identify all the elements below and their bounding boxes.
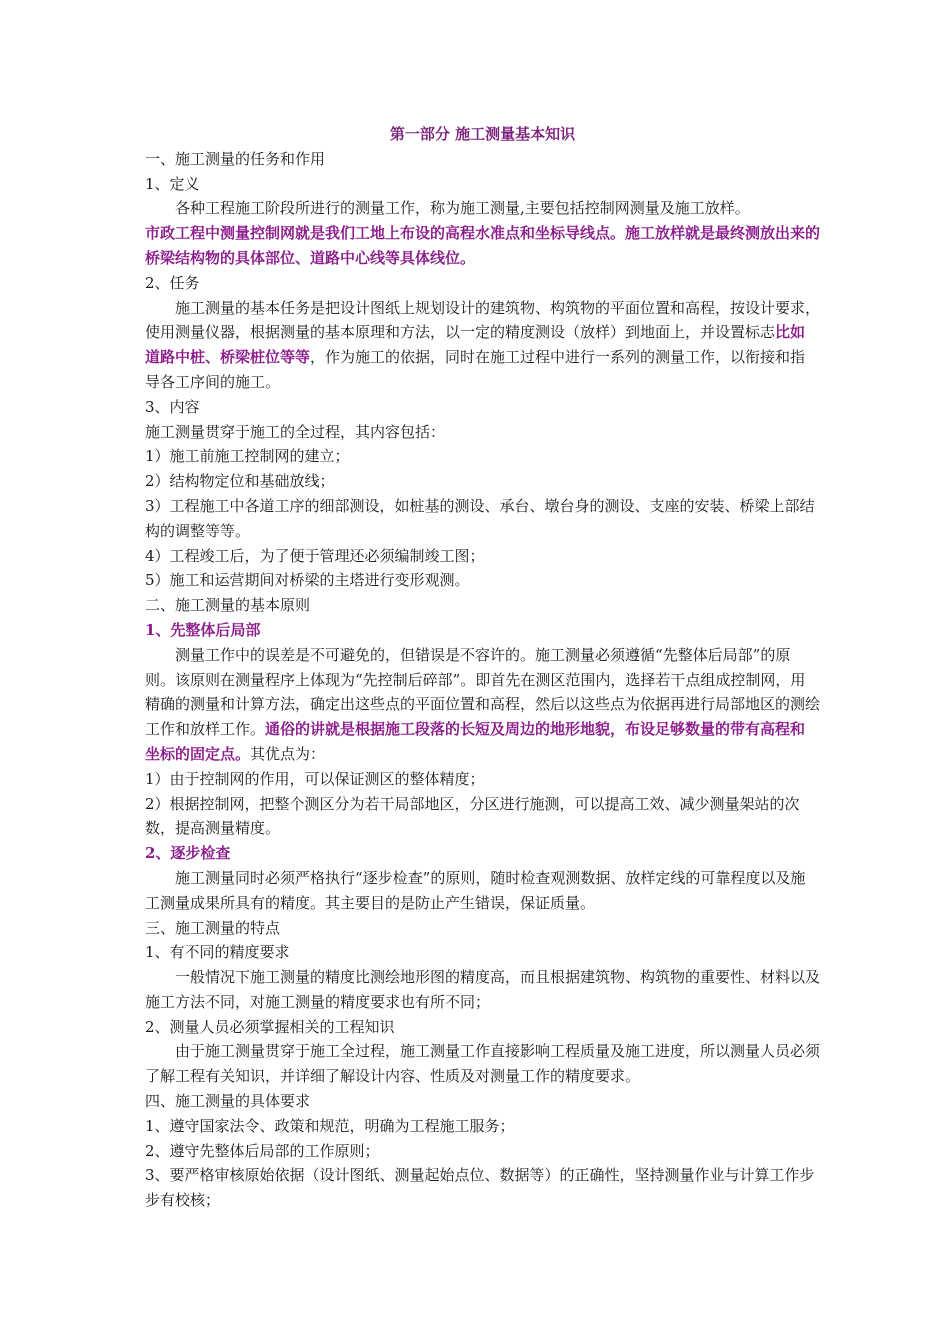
- principle-1-item: 1）由于控制网的作用，可以保证测区的整体精度；: [145, 769, 485, 788]
- content-heading: 3、内容: [145, 397, 200, 416]
- requirement-item: 1、遵守国家法令、政策和规范，明确为工程施工服务；: [145, 1116, 515, 1135]
- section-4-heading: 四、施工测量的具体要求: [145, 1092, 311, 1111]
- feature-1-paragraph: 一般情况下施工测量的精度比测绘地形图的精度高，而且根据建筑物、构筑物的重要性、材料以及施工方法不同，对施工测量的精度要求也有所不同；: [145, 968, 821, 1011]
- document-body: [145, 122, 820, 1213]
- task-heading: 2、任务: [145, 273, 200, 292]
- task-highlight: 比如道路中桩、桥梁桩位等等: [145, 323, 806, 367]
- principle-1-heading: 1、先整体后局部: [145, 620, 261, 639]
- principle-1-highlight: 通俗的讲就是根据施工段落的长短及周边的地形地貌，布设足够数量的带有高程和坐标的固定点。: [145, 720, 806, 763]
- requirement-item: 3、要严格审核原始依据（设计图纸、测量起始点位、数据等）的正确性，坚持测量作业与计算工作步步有校核；: [145, 1166, 815, 1210]
- content-item: 2）结构物定位和基础放线；: [145, 472, 335, 491]
- content-intro: 施工测量贯穿于施工的全过程，其内容包括：: [145, 422, 446, 441]
- section-3-heading: 三、施工测量的特点: [145, 918, 281, 937]
- principle-2-paragraph: 施工测量同时必须严格执行“逐步检查”的原则，随时检查观测数据、放样定线的可靠程度以及施工测量成果所具有的精度。其主要目的是防止产生错误，保证质量。: [145, 868, 806, 912]
- principle-1-item: 2）根据控制网，把整个测区分为若干局部地区，分区进行施测，可以提高工效、减少测量架站的次数，提高测量精度。: [145, 794, 800, 838]
- principle-1-text-b: 其优点为：: [250, 744, 326, 763]
- section-1-heading: 一、施工测量的任务和作用: [145, 149, 326, 168]
- feature-1-heading: 1、有不同的精度要求: [145, 943, 290, 962]
- feature-2-heading: 2、测量人员必须掌握相关的工程知识: [145, 1017, 395, 1036]
- principle-2-heading: 2、逐步检查: [145, 844, 231, 863]
- requirement-item: 2、遵守先整体后局部的工作原则；: [145, 1141, 380, 1160]
- content-item: 1）施工前施工控制网的建立；: [145, 447, 350, 466]
- content-item: 4）工程竣工后，为了便于管理还必须编制竣工图；: [145, 546, 485, 565]
- definition-heading: 1、定义: [145, 174, 200, 193]
- content-item: 5）施工和运营期间对桥梁的主塔进行变形观测。: [145, 571, 470, 590]
- principle-1-text-a: 测量工作中的误差是不可避免的，但错误是不容许的。施工测量必须遵循“先整体后局部”的原则。该原则在测量程序上体现为“先控制后碎部”。即首先在测区范围内，选择若干点组成控制网，用精确的测量和计算方法，确定出这些点的平面位置和高程，然后以这些点为依据再进行局部地区的测绘工作和放样工作。: [145, 645, 821, 739]
- content-item: 3）工程施工中各道工序的细部测设，如桩基的测设、承台、墩台身的测设、支座的安装、桥梁上部结构的调整等等。: [145, 496, 815, 540]
- definition-highlight: 市政工程中测量控制网就是我们工地上布设的高程水准点和坐标导线点。施工放样就是最终测放出来的桥梁结构物的具体部位、道路中心线等具体线位。: [145, 224, 821, 267]
- task-text-b: ，作为施工的依据，同时在施工过程中进行一系列的测量工作，以衔接和指导各工序间的施工。: [145, 348, 806, 391]
- principle-1-paragraph: [145, 643, 820, 767]
- task-text-a: 施工测量的基本任务是把设计图纸上规划设计的建筑物、构筑物的平面位置和高程，按设计要求，使用测量仪器，根据测量的基本原理和方法，以一定的精度测设（放样）到地面上，并设置标志: [145, 298, 821, 342]
- definition-paragraph: 各种工程施工阶段所进行的测量工作，称为施工测量,主要包括控制网测量及施工放样。: [175, 199, 750, 218]
- task-paragraph: [145, 296, 820, 395]
- feature-2-paragraph: 由于施工测量贯穿于施工全过程，施工测量工作直接影响工程质量及施工进度，所以测量人员必须了解工程有关知识，并详细了解设计内容、性质及对测量工作的精度要求。: [145, 1042, 821, 1086]
- document-title: 第一部分 施工测量基本知识: [389, 125, 576, 143]
- section-2-heading: 二、施工测量的基本原则: [145, 596, 311, 615]
